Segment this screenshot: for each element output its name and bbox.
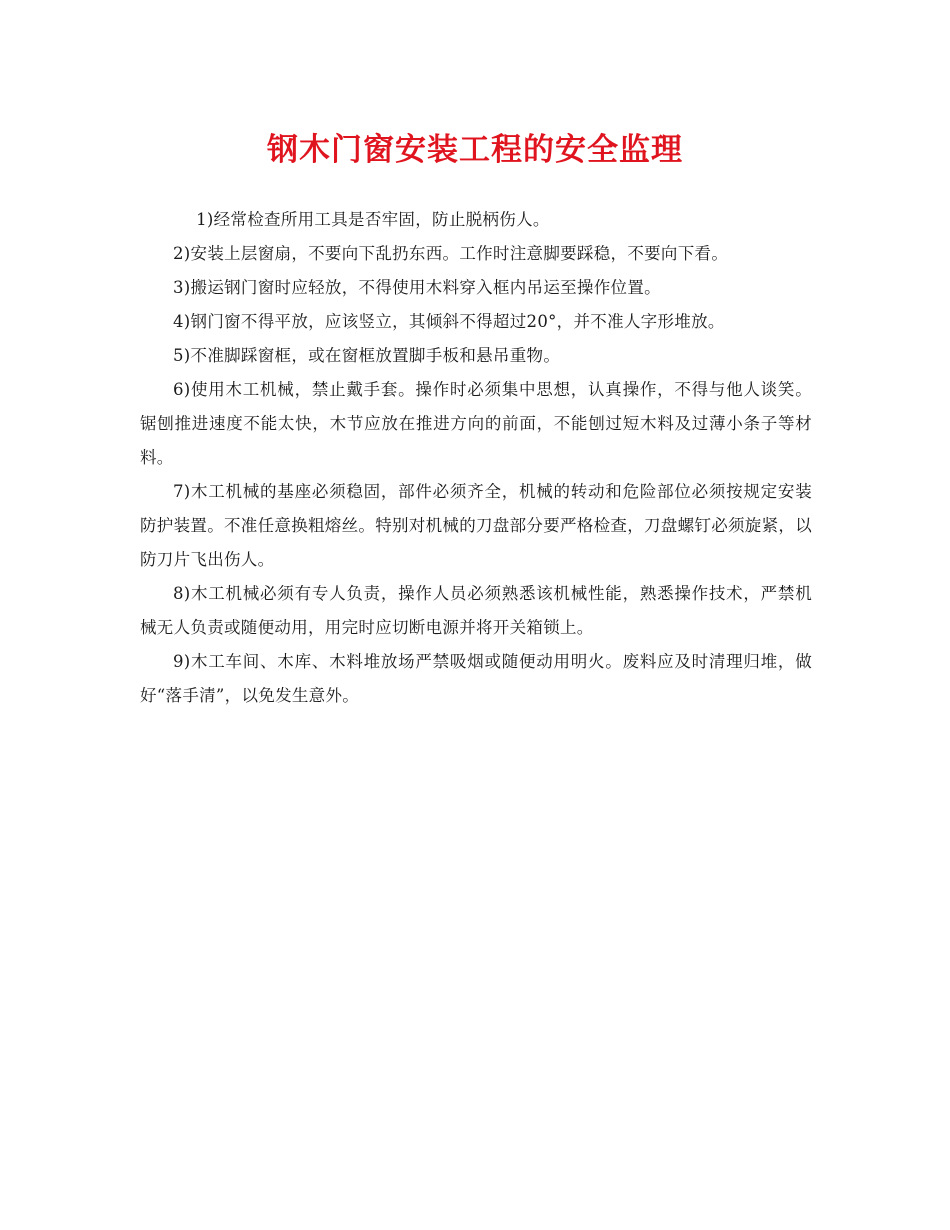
paragraph-2: 2)安装上层窗扇，不要向下乱扔东西。工作时注意脚要踩稳，不要向下看。	[173, 244, 729, 263]
paragraph-1: 1)经常检查所用工具是否牢固，防止脱柄伤人。	[196, 210, 550, 229]
paragraph-9: 9)木工车间、木库、木料堆放场严禁吸烟或随便动用明火。废料应及时清理归堆，做好“落手清”，以免发生意外。	[140, 652, 812, 705]
paragraph-8: 8)木工机械必须有专人负责，操作人员必须熟悉该机械性能，熟悉操作技术，严禁机械无人负责或随便动用，用完时应切断电源并将开关箱锁上。	[140, 584, 812, 637]
paragraph-4: 4)钢门窗不得平放，应该竖立，其倾斜不得超过20°，并不准人字形堆放。	[173, 312, 725, 331]
paragraph-3: 3)搬运钢门窗时应轻放，不得使用木料穿入框内吊运至操作位置。	[173, 278, 661, 297]
document-body	[140, 203, 812, 713]
paragraph-6: 6)使用木工机械，禁止戴手套。操作时必须集中思想，认真操作，不得与他人谈笑。锯刨推进速度不能太快，木节应放在推进方向的前面，不能刨过短木料及过薄小条子等材料。	[140, 380, 812, 467]
paragraph-5: 5)不准脚踩窗框，或在窗框放置脚手板和悬吊重物。	[173, 346, 561, 365]
paragraph-7: 7)木工机械的基座必须稳固，部件必须齐全，机械的转动和危险部位必须按规定安装防护装置。不准任意换粗熔丝。特别对机械的刀盘部分要严格检查，刀盘螺钉必须旋紧，以防刀片飞出伤人。	[140, 482, 812, 569]
document-title: 钢木门窗安装工程的安全监理	[267, 132, 683, 168]
